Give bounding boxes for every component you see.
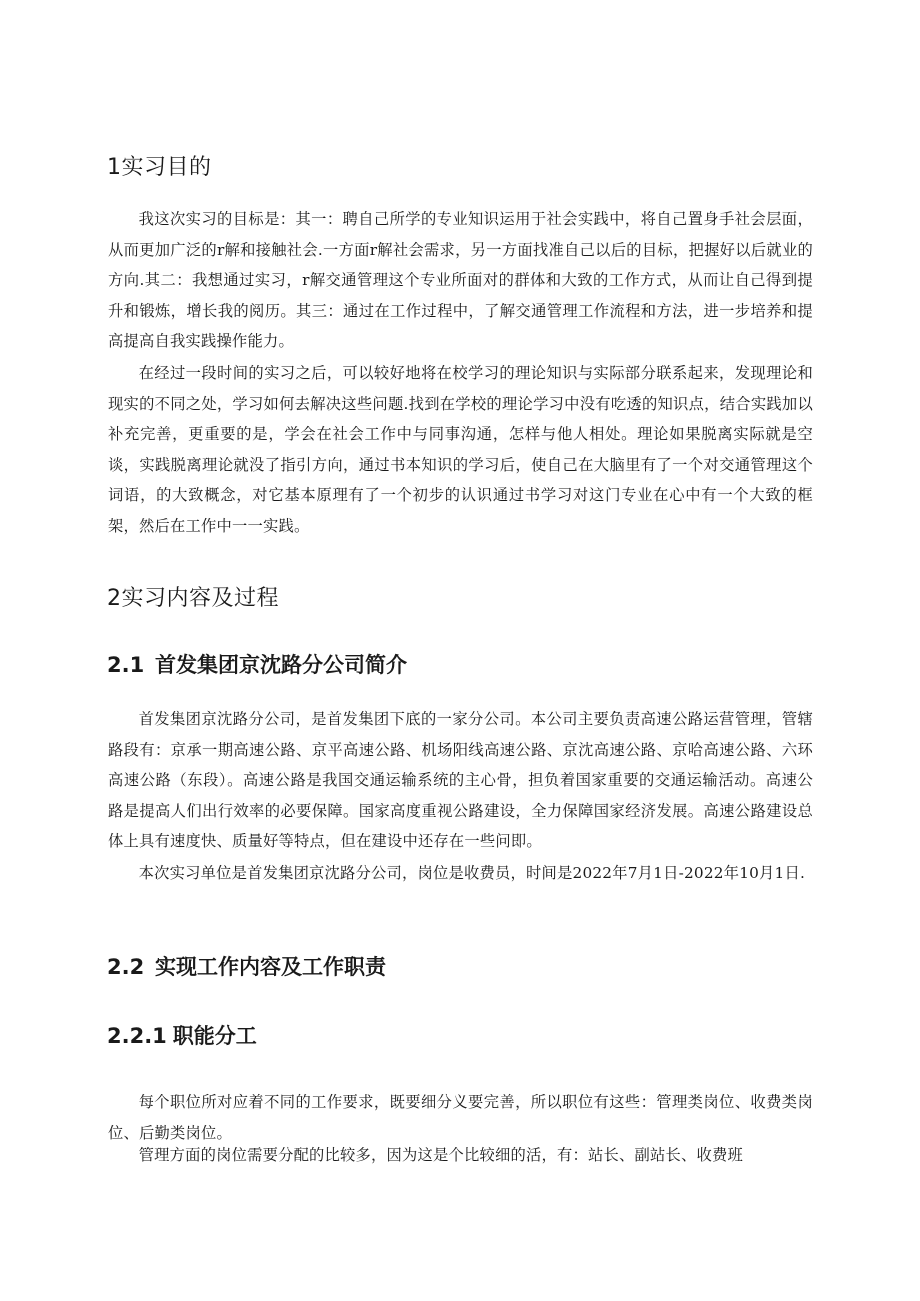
section-1-heading: 1实习目的 — [107, 155, 212, 180]
section-2-1-heading — [107, 649, 407, 679]
section-2-2-1-number: 2.2.1 — [107, 1024, 167, 1048]
section-1-paragraph-2: 在经过一段时间的实习之后，可以较好地将在校学习的理论知识与实际部分联系起来，发现理论和现实的不同之处，学习如何去解决这些问题.找到在学校的理论学习中没有吃透的知识点，结合实践加以补充完善，更重要的是，学会在社会工作中与同事沟通，怎样与他人相处。理论如果脱离实际就是空谈，实践脱离理论就没了指引方向，通过书本知识的学习后，使自己在大脑里有了一个对交通管理这个词语，的大致概念，对它基本原理有了一个初步的认识通过书学习对这门专业在心中有一个大致的框架，然后在工作中一一实践。 — [108, 364, 813, 535]
section-2-2-number: 2.2 — [107, 955, 145, 979]
section-2-1-title: 首发集团京沈路分公司简介 — [155, 653, 407, 677]
section-2-heading: 2实习内容及过程 — [107, 586, 279, 611]
section-2-2-1-heading — [107, 1020, 257, 1050]
section-2-2-heading — [107, 951, 386, 981]
section-2-2-1-paragraph-2: 管理方面的岗位需要分配的比较多，因为这是个比较细的活，有：站长、副站长、收费班 — [138, 1146, 743, 1164]
section-2-2-1-paragraph-1: 每个职位所对应着不同的工作要求，既要细分义要完善，所以职位有这些：管理类岗位、收费类岗位、后勤类岗位。 — [108, 1093, 813, 1142]
section-2-1-paragraph-1: 首发集团京沈路分公司，是首发集团下底的一家分公司。本公司主要负责高速公路运营管理，管辖路段有：京承一期高速公路、京平高速公路、机场阳线高速公路、京沈高速公路、京哈高速公路、六环高速公路（东段）。高速公路是我国交通运输系统的主心骨，担负着国家重要的交通运输活动。高速公路是提高人们出行效率的必要保障。国家高度重视公路建设，全力保障国家经济发展。高速公路建设总体上具有速度快、质量好等特点，但在建设中还存在一些问即。 — [108, 710, 813, 850]
section-2-1-paragraph-2: 本次实习单位是首发集团京沈路分公司，岗位是收费员，时间是2022年7月1日-2022年10月1日. — [138, 864, 806, 882]
section-2-2-1-title: 职能分工 — [172, 1024, 257, 1048]
section-2-1-number: 2.1 — [107, 653, 145, 677]
section-2-2-title: 实现工作内容及工作职责 — [155, 955, 386, 979]
section-1-paragraph-1: 我这次实习的目标是：其一：聘自己所学的专业知识运用于社会实践中，将自己置身手社会层面，从而更加广泛的r解和接触社会.一方面r解社会需求，另一方面找准自己以后的目标，把握好以后就业的方向.其二：我想通过实习，r解交通管理这个专业所面对的群体和大致的工作方式，从而让自己得到提升和锻炼，增长我的阅历。其三：通过在工作过程中，了解交通管理工作流程和方法，进一步培养和提高提高自我实践操作能力。 — [108, 210, 813, 350]
